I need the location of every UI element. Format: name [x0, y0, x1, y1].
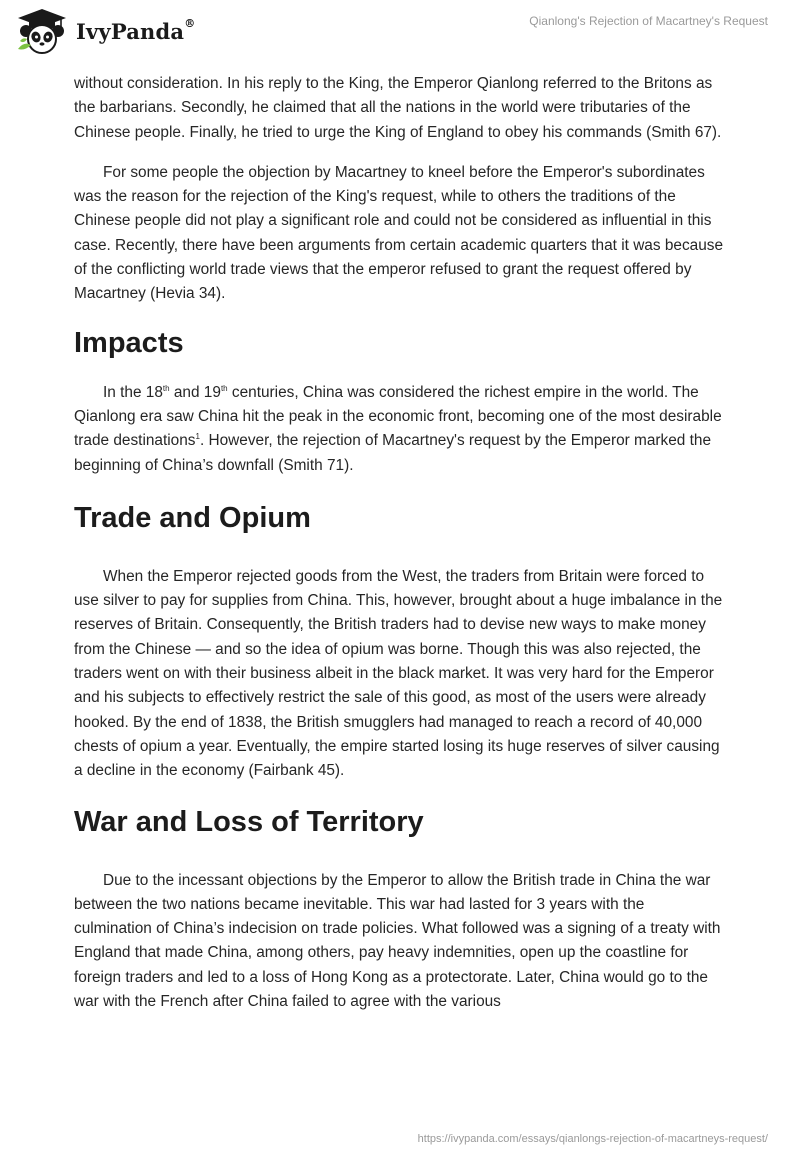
paragraph-trade: When the Emperor rejected goods from the West, the traders from Britain were forced to use silver to pay for supplies from China. This, however, brought about a huge imbalance in the reserves of Britain. Consequently, the British traders had to devise new ways to make money from the Chinese — and so the idea of opium was borne. Though this was also rejected, the traders went on with their business albeit in the black market. It was very hard for the Emperor and his subjects to effectively restrict the sale of this good, as most of the users were already hooked. By the end of 1838, the British smugglers had managed to reach a record of 40,000 chests of opium a year. Eventually, the empire started losing its huge reserves of silver causing a decline in the economy (Fairbank 45). [74, 567, 723, 780]
impacts-text-3: centuries, China was considered the richest empire in the world. The Qianlong era saw China hit the peak in the economic front, becoming one of the most desirable trade destinations [74, 383, 722, 450]
paragraph-impacts [74, 381, 726, 478]
paragraph-objection: For some people the objection by Macartney to kneel before the Emperor's subordinates was the reason for the rejection of the King's request, while to others the traditions of the Chinese people did not play a significant role and could not be considered as influential in this case. Recently, there have been arguments from certain academic quarters that it was because of the conflicting world trade views that the emperor refused to grant the request offered by Macartney (Hevia 34). [74, 163, 724, 303]
heading-trade-and-opium: Trade and Opium [74, 501, 311, 534]
impacts-text-1: In the 18 [103, 383, 163, 401]
panda-logo-icon [14, 7, 70, 55]
paragraph-war: Due to the incessant objections by the Emperor to allow the British trade in China the war between the two nations became inevitable. This war had lasted for 3 years with the culmination of China’s indecision on trade policies. What followed was a signing of a treaty with England that made China, among others, pay heavy indemnities, open up the coastline for foreign traders and led to a loss of Hong Kong as a protectorate. Later, China would go to the war with the French after China failed to agree with the various [74, 871, 721, 1011]
footnote-ref-1[interactable]: 1 [195, 432, 200, 442]
registered-mark: ® [184, 16, 196, 30]
brand-name [76, 16, 196, 44]
brand-text: IvyPanda [76, 18, 185, 44]
logo[interactable] [14, 7, 195, 55]
heading-war-and-loss: War and Loss of Territory [74, 805, 424, 838]
running-title: Qianlong's Rejection of Macartney's Request [529, 14, 768, 28]
impacts-sup-1: th [162, 383, 170, 393]
essay-body [74, 72, 726, 1014]
impacts-text-2: and 19 [169, 383, 221, 401]
impacts-text-4: . However, the rejection of Macartney's request by the Emperor marked the beginning of China’s downfall (Smith 71). [74, 432, 712, 474]
impacts-sup-2: th [220, 383, 228, 393]
source-url[interactable]: https://ivypanda.com/essays/qianlongs-rejection-of-macartneys-request/ [417, 1133, 768, 1145]
page-header [0, 0, 800, 70]
heading-impacts: Impacts [74, 326, 184, 359]
paragraph-continuation: without consideration. In his reply to the King, the Emperor Qianlong referred to the Britons as the barbarians. Secondly, he claimed that all the nations in the world were tributaries of the Chinese people. Finally, he tried to urge the King of England to obey his commands (Smith 67). [74, 75, 722, 141]
